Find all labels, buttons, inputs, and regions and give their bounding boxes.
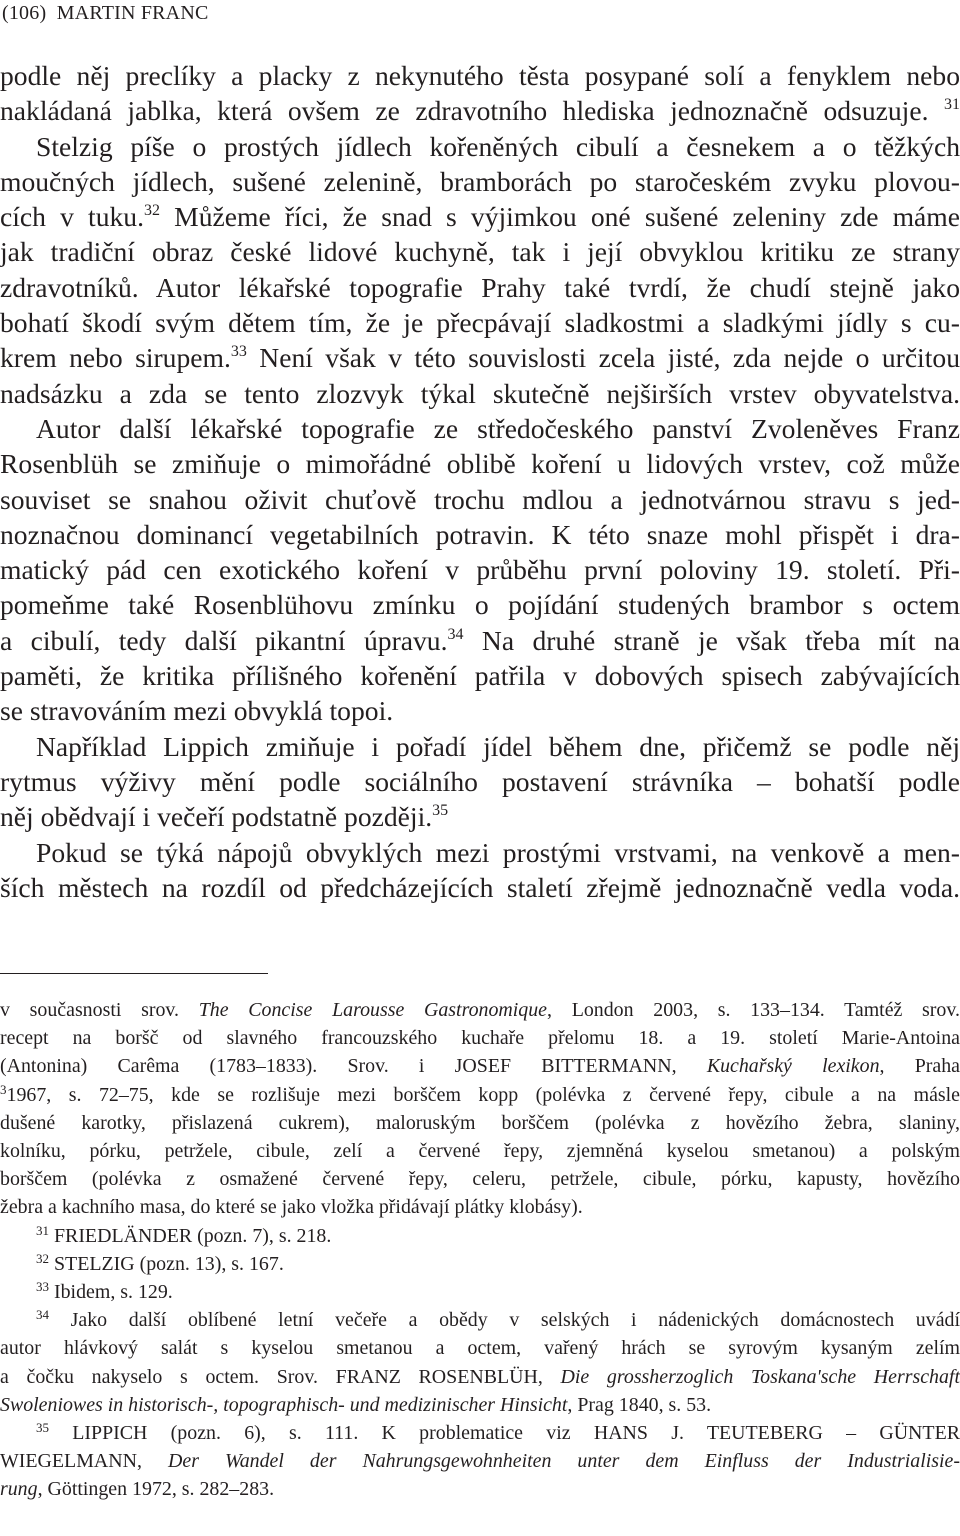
footnote-34: $^{34}$ Jako další oblíbené letní večeře a obědy v selských i nádenických domácnostech uvádí bbox=[36, 1307, 960, 1332]
text-line: cích v tuku.$^{32}$ Můžeme říci, že snad s výjimkou oné sušené zeleniny zde máme bbox=[0, 201, 960, 233]
text-line: Například Lippich zmiňuje i pořadí jídel během dne, přičemž se podle něj bbox=[36, 730, 960, 762]
text-line: noznačnou dominancí vegetabilních potravin. K této snaze mohl přispět i dra- bbox=[0, 518, 960, 550]
footnote-line: dušené karotky, přislazená cukrem), maloruským borščem (polévka z hovězího žebra, slaniny, bbox=[0, 1111, 960, 1134]
footnote-line: recept na boršč od slavného francouzského kuchaře přelomu 18. a 19. století Marie-Antoina bbox=[0, 1027, 960, 1050]
text-line: jak tradiční obraz české lidové kuchyně, tak i její obvyklou kritiku ze strany bbox=[0, 236, 960, 268]
text-line: a cibulí, tedy další pikantní úpravu.$^{34}$ Na druhé straně je však třeba mít na bbox=[0, 624, 960, 656]
footnote-line: autor hlávkový salát s kyselou smetanou a octem, vařený hrách se syrovým kysaným zelím bbox=[0, 1337, 960, 1360]
text-line: Stelzig píše o prostých jídlech kořeněných cibulí a česnekem a o těžkých bbox=[36, 130, 960, 162]
text-line: něj obědvají i večeří podstatně později.$^{35}$ bbox=[0, 801, 449, 833]
text-line: ších městech na rozdíl od předcházejících staletí zřejmě jednoznačně vedla voda. bbox=[0, 871, 960, 903]
text-line: zdravotníků. Autor lékařské topografie Prahy také tvrdí, že chudí stejně jako bbox=[0, 271, 960, 303]
footnote-line: $^3$1967, s. 72–75, kde se rozlišuje mezi borščem kopp (polévka z červené řepy, cibule a na másle bbox=[0, 1081, 960, 1106]
footnote-line: v současnosti srov. The Concise Larousse Gastronomique, London 2003, s. 133–134. Tamtéž srov. bbox=[0, 999, 960, 1021]
running-author: MARTIN FRANC bbox=[56, 2, 209, 24]
footnote-line: WIEGELMANN, Der Wandel der Nahrungsgewohnheiten unter dem Einfluss der Industrialisie- bbox=[0, 1450, 960, 1473]
body-text bbox=[0, 58, 960, 905]
text-line: pomeňme také Rosenblühovu zmínku o pojídání studených brambor s octem bbox=[0, 589, 960, 621]
text-line: Autor další lékařské topografie ze středočeského panství Zvoleněves Franz bbox=[36, 412, 960, 444]
text-line: podle něj preclíky a placky z nekynutého těsta posypané solí a fenyklem nebo bbox=[0, 60, 960, 91]
footnote-33: $^{33}$ Ibidem, s. 129. bbox=[36, 1279, 173, 1304]
text-line: nakládaná jablka, která ovšem ze zdravotního hlediska jednoznačně odsuzuje. $^{31}$ bbox=[0, 95, 960, 127]
footnote-line: Swoleniowes in historisch-, topographisch- und medizinischer Hinsicht, Prag 1840, s. 53. bbox=[0, 1393, 712, 1416]
text-line: se stravováním mezi obvyklá topoi. bbox=[0, 695, 394, 727]
text-line: krem nebo sirupem.$^{33}$ Není však v této souvislosti zcela jisté, zda nejde o určitou bbox=[0, 342, 960, 374]
footnote-divider bbox=[0, 973, 268, 974]
footnote-ref: 31 bbox=[944, 96, 960, 114]
text-line: rytmus výživy mění podle sociálního postavení strávníka – bohatší podle bbox=[0, 765, 960, 797]
footnote-line: borščem (polévka z osmažené červené řepy, celeru, petržele, cibule, pórku, kapusty, hovězího bbox=[0, 1168, 960, 1191]
page-number: (106) bbox=[2, 2, 47, 24]
footnote-line: žebra a kachního masa, do které se jako vložka přidávají plátky klobásy). bbox=[0, 1196, 583, 1219]
footnote-ref: 34 bbox=[447, 625, 464, 643]
footnote-32: $^{32}$ STELZIG (pozn. 13), s. 167. bbox=[36, 1250, 284, 1275]
text-line: bohatí škodí svým dětem tím, že je přecpávají sladkostmi a sladkými jídly s cu- bbox=[0, 307, 960, 339]
footnote-line: (Antonina) Carêma (1783–1833). Srov. i JOSEF BITTERMANN, Kuchařský lexikon, Praha bbox=[0, 1055, 960, 1078]
footnote-35: $^{35}$ LIPPICH (pozn. 6), s. 111. K problematice viz HANS J. TEUTEBERG – GÜNTER bbox=[36, 1420, 960, 1445]
footnote-line: kolníku, pórku, petržele, cibule, zelí a červené řepy, zjemněná kyselou smetanou) a polským bbox=[0, 1140, 960, 1163]
footnote-line: rung, Göttingen 1972, s. 282–283. bbox=[0, 1478, 275, 1501]
text-line: matický pád cen exotického koření v průběhu první poloviny 19. století. Při- bbox=[0, 554, 960, 586]
text-line: nadsázku a zda se tento zlozvyk týkal skutečně nejširších vrstev obyvatelstva. bbox=[0, 377, 960, 409]
text-line: souviset se snahou oživit chuťově trochu mdlou a jednotvárnou stravu s jed- bbox=[0, 483, 960, 515]
footnote-31: $^{31}$ FRIEDLÄNDER (pozn. 7), s. 218. bbox=[36, 1222, 332, 1247]
footnote-ref: 32 bbox=[144, 202, 161, 220]
footnote-ref: 35 bbox=[432, 802, 449, 820]
footnote-line: a čočku nakyselo s octem. Srov. FRANZ ROSENBLÜH, Die grossherzoglich Toskana'sche Herrschaft bbox=[0, 1365, 960, 1388]
footnote-ref: 33 bbox=[230, 343, 247, 361]
footnotes bbox=[0, 996, 960, 1504]
running-header bbox=[2, 0, 209, 26]
text-line: Pokud se týká nápojů obvyklých mezi prostými vrstvami, na venkově a men- bbox=[36, 836, 960, 868]
text-line: Rosenblüh se zmiňuje o mimořádné oblibě koření u lidových vrstev, což může bbox=[0, 448, 960, 480]
text-line: moučných jídlech, sušené zelenině, bramborách po staročeském zvyku plovou- bbox=[0, 165, 960, 197]
text-line: paměti, že kritika přílišného kořenění patřila v dobových spisech zabývajících bbox=[0, 660, 960, 692]
